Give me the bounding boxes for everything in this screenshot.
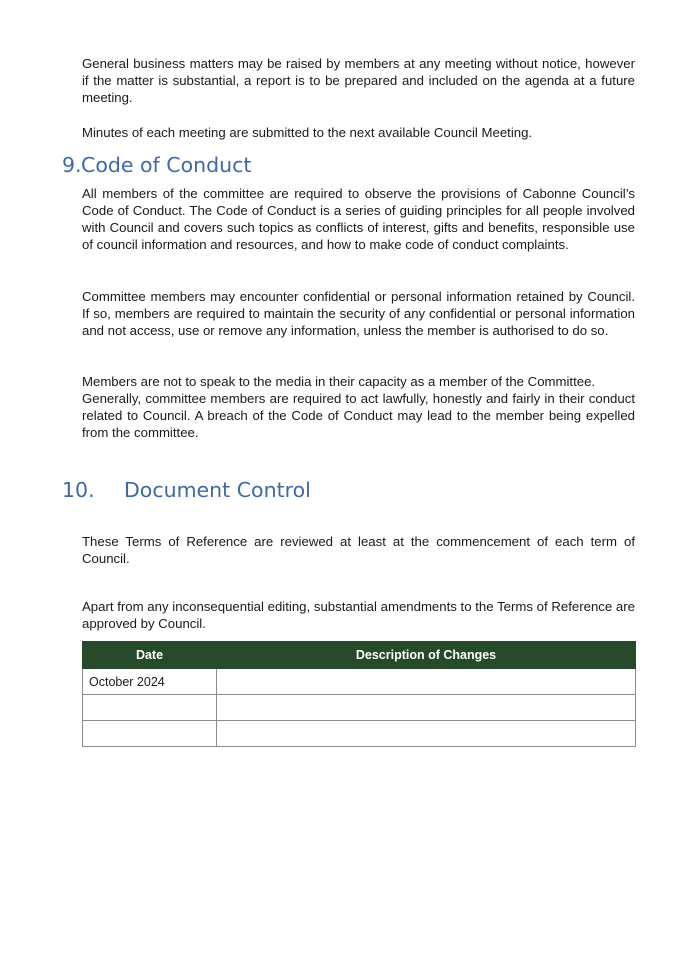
review-paragraph: These Terms of Reference are reviewed at least at the commencement of each term of Council. xyxy=(82,534,635,566)
header-description: Description of Changes xyxy=(217,642,636,669)
section-9-heading xyxy=(62,152,251,178)
conduct-paragraph: Generally, committee members are required to act lawfully, honestly and fairly in their conduct related to Council. A breach of the Code of Conduct may lead to the member being expelled from the committee. xyxy=(82,391,635,440)
table-row xyxy=(83,721,636,747)
change-history-table xyxy=(82,641,636,747)
media-paragraph: Members are not to speak to the media in their capacity as a member of the Committee. xyxy=(82,374,596,389)
section-9-number: 9. xyxy=(62,153,82,177)
table-header-row xyxy=(83,642,636,669)
description-cell xyxy=(217,669,636,695)
section-10-number: 10. xyxy=(62,478,95,502)
code-of-conduct-paragraph-1: All members of the committee are required to observe the provisions of Cabonne Council’s Code of Conduct. The Code of Conduct is a series of guiding principles for all people involved with Council and covers such topics as conflicts of interest, gifts and benefits, responsible use of council information and resources, and how to make code of conduct complaints. xyxy=(82,186,635,252)
amendments-paragraph: Apart from any inconsequential editing, substantial amendments to the Terms of Reference are approved by Council. xyxy=(82,599,635,631)
date-cell xyxy=(83,695,217,721)
code-of-conduct-paragraph-2: Committee members may encounter confidential or personal information retained by Council. If so, members are required to maintain the security of any confidential or personal information and not access, use or remove any information, unless the member is authorised to do so. xyxy=(82,289,635,338)
section-10-heading xyxy=(62,477,311,503)
section-10-title: Document Control xyxy=(124,478,311,502)
table-row xyxy=(83,695,636,721)
date-cell xyxy=(83,721,217,747)
header-date: Date xyxy=(83,642,217,669)
minutes-paragraph: Minutes of each meeting are submitted to the next available Council Meeting. xyxy=(82,125,533,140)
section-9-title: Code of Conduct xyxy=(81,153,252,177)
description-cell xyxy=(217,695,636,721)
description-cell xyxy=(217,721,636,747)
date-cell: October 2024 xyxy=(83,669,217,695)
general-business-paragraph: General business matters may be raised by members at any meeting without notice, however if the matter is substantial, a report is to be prepared and included on the agenda at a future meeting. xyxy=(82,56,635,105)
table-row xyxy=(83,669,636,695)
